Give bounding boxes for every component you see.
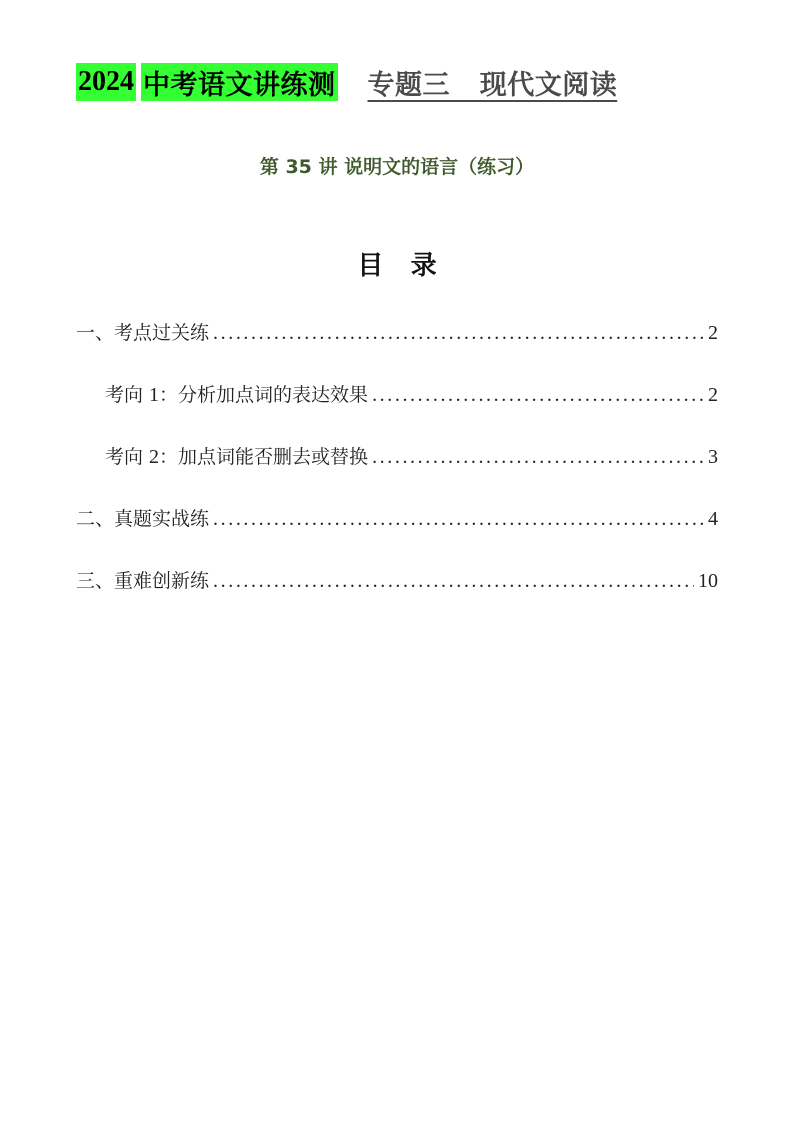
toc-entry-number: 1	[149, 384, 160, 406]
toc-entry-page: 2	[708, 384, 718, 406]
document-header	[76, 62, 617, 102]
toc-leader-dots	[213, 570, 694, 593]
toc-entry-label	[105, 442, 368, 469]
toc-entry-page: 10	[698, 570, 718, 592]
toc-entry-page: 4	[708, 508, 718, 530]
table-of-contents	[76, 318, 718, 628]
toc-entry-page: 3	[708, 446, 718, 468]
lecture-title: 第 35 讲 说明文的语言（练习）	[259, 156, 535, 178]
toc-entry-page: 2	[708, 322, 718, 344]
toc-entry-prefix: 考向	[105, 446, 150, 468]
toc-leader-dots	[372, 446, 704, 469]
toc-entry-text: ：加点词能否删去或替换	[159, 446, 369, 468]
toc-entry-number: 2	[149, 446, 160, 468]
toc-entry-1-2[interactable]	[76, 442, 718, 504]
toc-leader-dots	[372, 384, 704, 407]
toc-entry-label: 二、真题实战练	[76, 508, 210, 530]
toc-entry-3[interactable]	[76, 566, 718, 628]
highlighted-title-group-2	[141, 63, 338, 101]
toc-entry-label	[105, 380, 368, 407]
toc-entry-text: ：分析加点词的表达效果	[159, 384, 369, 406]
toc-entry-label: 一、考点过关练	[76, 322, 210, 344]
header-year: 2024	[78, 66, 134, 97]
toc-entry-1-1[interactable]	[76, 380, 718, 442]
toc-leader-dots	[213, 508, 704, 531]
header-title: 中考语文讲练测	[143, 69, 336, 101]
toc-entry-prefix: 考向	[105, 384, 150, 406]
toc-entry-1[interactable]	[76, 318, 718, 380]
toc-leader-dots	[213, 322, 704, 345]
highlighted-title-group	[76, 63, 136, 101]
header-topic: 专题三 现代文阅读	[367, 69, 618, 101]
toc-entry-2[interactable]	[76, 504, 718, 566]
toc-entry-label: 三、重难创新练	[76, 570, 210, 592]
toc-heading: 目 录	[357, 251, 437, 281]
